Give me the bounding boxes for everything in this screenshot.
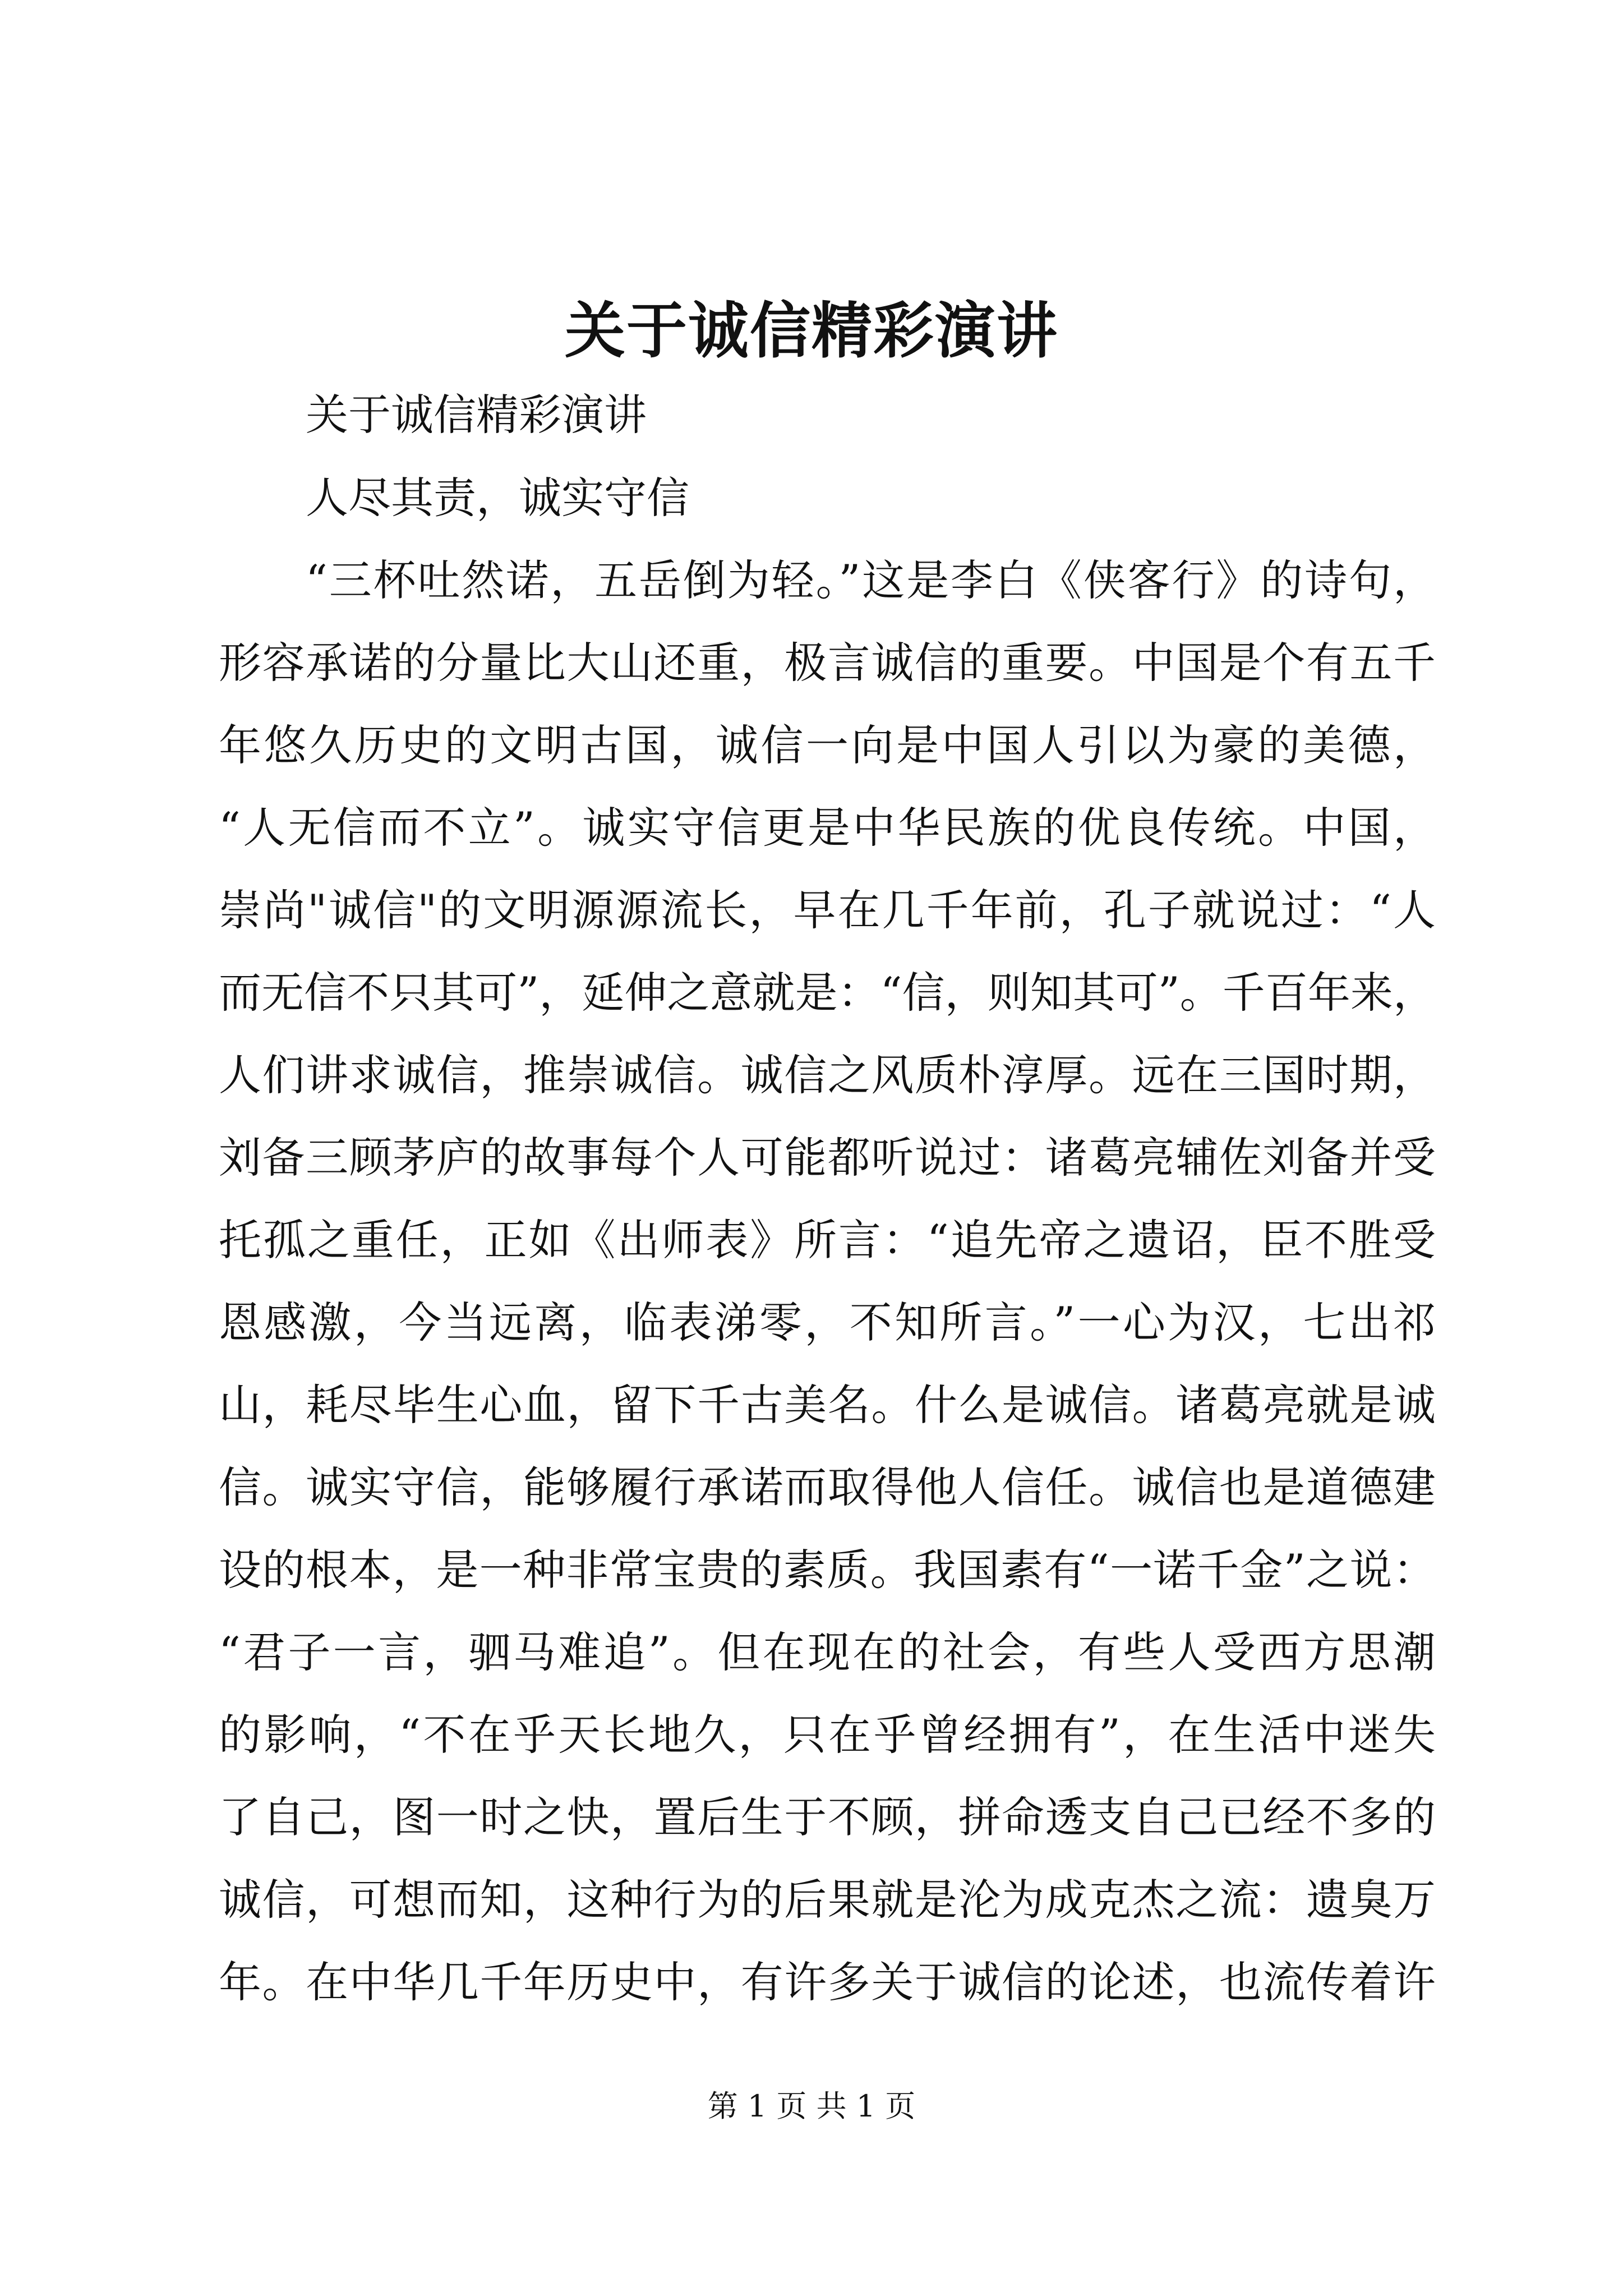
paragraph-line: 山，耗尽毕生心血，留下千古美名。什么是诚信。诸葛亮就是诚	[219, 1380, 1436, 1430]
paragraph-line: 托孤之重任，正如《出师表》所言：“追先帝之遗诏，臣不胜受	[219, 1215, 1436, 1265]
paragraph-line: 了自己，图一时之快，置后生于不顾，拼命透支自己已经不多的	[219, 1792, 1436, 1842]
paragraph-line: 年。在中华几千年历史中，有许多关于诚信的论述，也流传着许	[219, 1957, 1436, 2007]
paragraph-line: 的影响，“不在乎天长地久，只在乎曾经拥有”，在生活中迷失	[219, 1710, 1436, 1760]
paragraph-line: 设的根本，是一种非常宝贵的素质。我国素有“一诺千金”之说：	[219, 1545, 1436, 1595]
paragraph-line: 恩感激，今当远离，临表涕零，不知所言。”一心为汉，七出祁	[219, 1297, 1436, 1347]
paragraph-line: 人们讲求诚信，推崇诚信。诚信之风质朴淳厚。远在三国时期，	[219, 1050, 1436, 1100]
paragraph-line: 诚信，可想而知，这种行为的后果就是沦为成克杰之流：遗臭万	[219, 1875, 1436, 1925]
subtitle: 关于诚信精彩演讲	[306, 390, 647, 440]
paragraph-line: “三杯吐然诺，五岳倒为轻。”这是李白《侠客行》的诗句，	[306, 555, 1436, 605]
section-heading: 人尽其责，诚实守信	[306, 473, 689, 523]
page-title: 关于诚信精彩演讲	[564, 296, 1058, 366]
paragraph-line: 崇尚"诚信"的文明源源流长，早在几千年前，孔子就说过：“人	[219, 885, 1436, 935]
paragraph-line: “人无信而不立”。诚实守信更是中华民族的优良传统。中国，	[219, 803, 1436, 853]
paragraph-line: 刘备三顾茅庐的故事每个人可能都听说过：诸葛亮辅佐刘备并受	[219, 1133, 1436, 1182]
paragraph-line: 年悠久历史的文明古国，诚信一向是中国人引以为豪的美德，	[219, 720, 1436, 770]
paragraph-line: 形容承诺的分量比大山还重，极言诚信的重要。中国是个有五千	[219, 638, 1436, 688]
paragraph-line: 信。诚实守信，能够履行承诺而取得他人信任。诚信也是道德建	[219, 1462, 1436, 1512]
page-footer: 第 1 页 共 1 页	[707, 2088, 916, 2124]
paragraph-line: “君子一言，驷马难追”。但在现在的社会，有些人受西方思潮	[219, 1627, 1436, 1677]
paragraph-line: 而无信不只其可”，延伸之意就是：“信，则知其可”。千百年来，	[219, 968, 1436, 1018]
